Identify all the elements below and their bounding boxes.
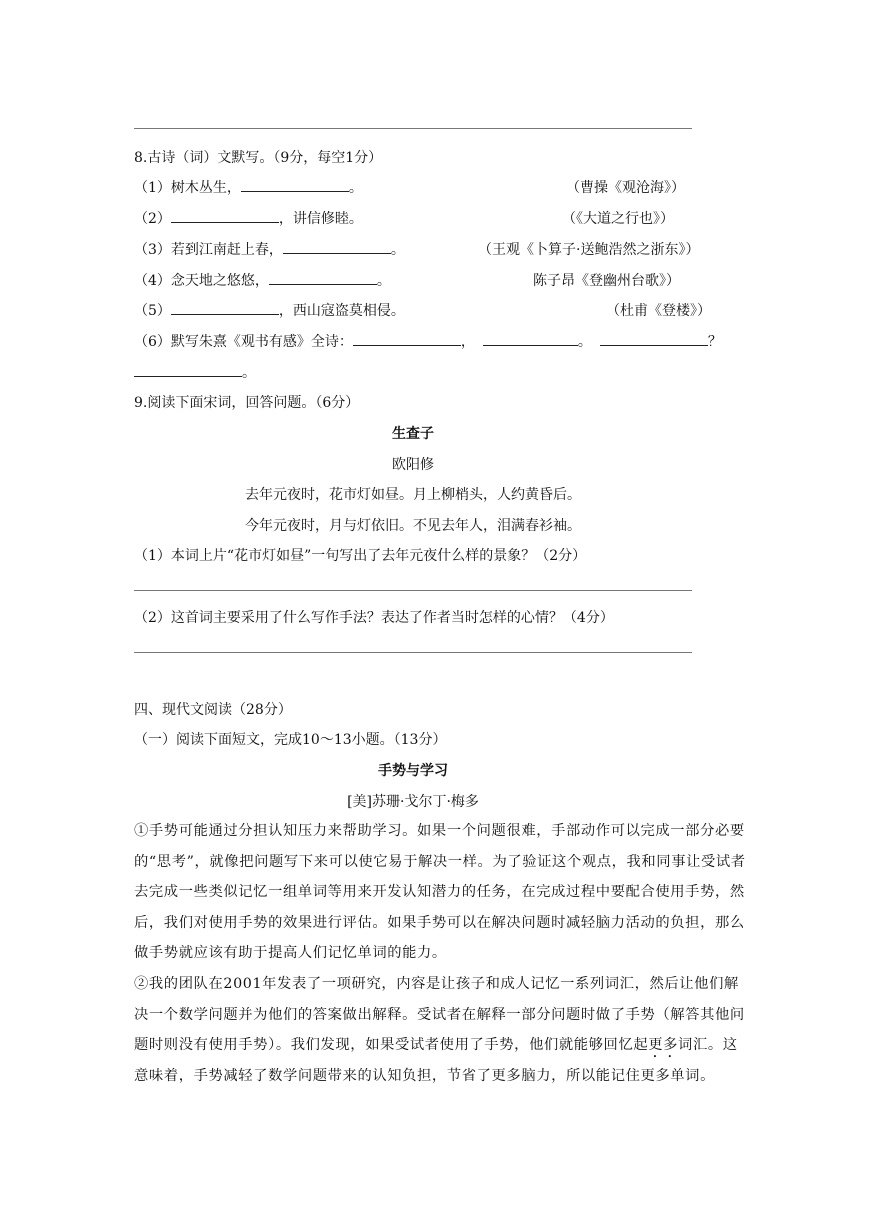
paragraph-2-text-b: 词汇。这意味着，手势减轻了数学问题带来的认知负担，节省了更多脑力，所以能记住更多单词。: [134, 1037, 738, 1084]
q8-item-6-text: （6）默写朱熹《观书有感》全诗：: [134, 334, 353, 350]
q8-item-4-text: （4）念天地之悠悠，: [134, 273, 269, 289]
section-4-title: 四、现代文阅读（28分）: [134, 702, 292, 718]
article-title: 手势与学习: [378, 763, 448, 779]
q8-item-5-end: ，西山寇盗莫相侵。: [278, 303, 405, 319]
poem-line-2: 今年元夜时，月与灯依旧。不见去年人，泪满春衫袖。: [245, 518, 581, 534]
q9-sub-2-answer-line[interactable]: [134, 652, 692, 653]
q9-sub-1: （1）本词上片“花市灯如昼”一句写出了去年元夜什么样的景象？（2分）: [134, 548, 587, 564]
q8-item-6-end: 。: [242, 365, 256, 381]
q8-item-6-sep-1: ，: [460, 334, 475, 350]
article-author: [美]苏珊·戈尔丁·梅多: [347, 794, 479, 810]
q9-title: 9.阅读下面宋词，回答问题。（6分）: [134, 395, 360, 411]
section-4-part-1: （一）阅读下面短文，完成10～13小题。（13分）: [134, 732, 447, 748]
poem-author: 欧阳修: [392, 457, 434, 473]
q8-item-3: [134, 239, 405, 259]
q8-item-5-source: （杜甫《登楼》）: [606, 303, 711, 319]
q8-item-1-blank[interactable]: [241, 179, 349, 192]
q8-item-6-blank-2[interactable]: [483, 333, 578, 346]
poem-title: 生查子: [392, 426, 434, 442]
top-answer-line: [134, 128, 692, 129]
q8-item-2-source: （《大道之行也》）: [562, 211, 674, 227]
q8-item-6: [134, 331, 722, 351]
q8-item-6-blank-3[interactable]: [600, 333, 708, 346]
q8-item-1-end: 。: [348, 180, 363, 196]
q8-item-3-end: 。: [390, 242, 405, 258]
q8-item-2-blank[interactable]: [171, 210, 279, 223]
q8-item-6-cont: [134, 362, 256, 382]
q8-item-5: [134, 300, 405, 320]
paragraph-2-text-a: ②我的团队在2001年发表了一项研究，内容是让孩子和成人记忆一系列词汇，然后让他们解决一个数学问题并为他们的答案做出解释。受试者在解释一部分问题时做了手势（解答其他问题时则没有使用手势）。我们发现，如果受试者使用了手势，他们就能够回忆起: [134, 976, 745, 1053]
q8-item-6-sep-3: ？: [707, 334, 722, 350]
q8-item-3-blank[interactable]: [283, 241, 391, 254]
paragraph-2-emphasis: 更多: [648, 1037, 679, 1053]
q8-item-4-source: 陈子昂《登幽州台歌》）: [533, 273, 680, 289]
q8-item-5-text: （5）: [134, 303, 171, 319]
q8-item-1-source: （曹操《观沧海》）: [566, 180, 685, 196]
q8-item-6-blank-1[interactable]: [353, 333, 461, 346]
q8-item-1-text: （1）树木丛生，: [134, 180, 241, 196]
q8-item-4-end: 。: [376, 273, 391, 289]
q8-item-6-blank-4[interactable]: [134, 364, 242, 377]
q8-item-6-sep-2: 。: [577, 334, 592, 350]
q8-item-5-blank[interactable]: [171, 302, 279, 315]
article-paragraph-1: ①手势可能通过分担认知压力来帮助学习。如果一个问题很难，手部动作可以完成一部分必要的“思考”，就像把问题写下来可以使它易于解决一样。为了验证这个观点，我和同事让受试者去完成一些类似记忆一组单词等用来开发认知潜力的任务，在完成过程中要配合使用手势，然后，我们对使用手势的效果进行评估。如果手势可以在解决问题时减轻脑力活动的负担，那么做手势就应该有助于提高人们记忆单词的能力。: [134, 823, 746, 961]
q9-sub-2: （2）这首词主要采用了什么写作手法？表达了作者当时怎样的心情？（4分）: [134, 610, 614, 626]
q8-title: 8.古诗（词）文默写。（9分，每空1分）: [134, 150, 383, 166]
q8-item-3-source: （王观《卜算子·送鲍浩然之浙东》）: [478, 242, 700, 258]
q8-item-4-blank[interactable]: [269, 272, 377, 285]
article-paragraph-2: [134, 969, 746, 1092]
q8-item-2-text: （2）: [134, 211, 171, 227]
q8-item-2-end: ，讲信修睦。: [278, 211, 363, 227]
q8-item-3-text: （3）若到江南赶上春，: [134, 242, 283, 258]
q9-sub-1-answer-line[interactable]: [134, 590, 692, 591]
poem-line-1: 去年元夜时，花市灯如昼。月上柳梢头，人约黄昏后。: [245, 487, 581, 503]
q8-item-1: [134, 177, 363, 197]
q8-item-2: [134, 208, 363, 228]
q8-item-4: [134, 270, 391, 290]
